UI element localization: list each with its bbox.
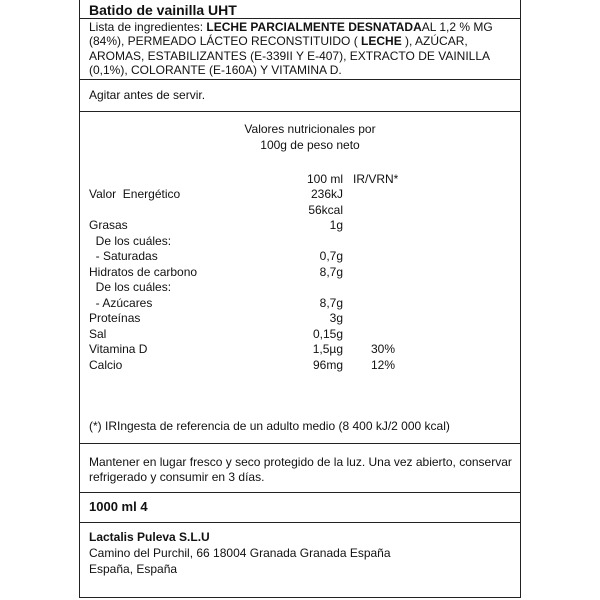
divider <box>79 18 521 19</box>
nutrient-label: Sal <box>89 326 107 341</box>
column-header-per-100: 100 ml <box>307 172 344 186</box>
nutrient-label: Proteínas <box>89 311 141 325</box>
nutrient-label: Grasas <box>89 218 128 232</box>
nutrient-ir-percent: 12% <box>371 357 396 372</box>
nutrient-value: 1g <box>329 218 343 232</box>
ingredients-part3: ), AZÚCAR, AROMAS, ESTABILIZANTES (E-339II Y E-407), EXTRACTO DE VAINILLA (0,1%), COLORANTE (E-160A) Y VITAMINA D. <box>89 34 490 78</box>
nutrient-value: 236kJ <box>310 187 343 201</box>
column-header-ir: IR/VRN* <box>353 172 399 186</box>
nutrient-ir-percent: 30% <box>371 342 396 356</box>
nutrient-value: 8,7g <box>319 295 343 310</box>
nutrition-heading-line2: 100g de peso neto <box>260 138 360 152</box>
divider <box>79 111 521 112</box>
allergen-leche-parcialmente: LECHE PARCIALMENTE DESNATADA <box>206 20 422 34</box>
nutrient-value: 3g <box>329 311 343 325</box>
instructions-text: Agitar antes de servir. <box>89 88 206 102</box>
nutrient-value: 0,7g <box>319 249 343 263</box>
divider <box>79 492 521 493</box>
product-title: Batido de vainilla UHT <box>89 2 237 18</box>
storage-line-1: Mantener en lugar fresco y seco protegido de la luz. Una vez abierto, conservar <box>89 455 512 469</box>
divider <box>79 443 521 444</box>
company-name: Lactalis Puleva S.L.U <box>89 530 210 544</box>
nutrient-label: De los cuáles: <box>89 233 172 248</box>
nutrient-value: 96mg <box>312 357 343 372</box>
ingredients-prefix: Lista de ingredientes: <box>89 20 207 34</box>
nutrient-label: Calcio <box>89 357 123 372</box>
divider <box>79 522 521 523</box>
nutrient-value: 1,5µg <box>312 342 343 356</box>
storage-line-2: refrigerado y consumir en 3 días. <box>89 470 265 484</box>
nutrient-label: De los cuáles: <box>89 280 172 294</box>
ir-footnote: (*) IRIngesta de referencia de un adulto medio (8 400 kJ/2 000 kcal) <box>89 419 450 433</box>
nutrient-label: Valor Energético <box>89 187 181 201</box>
nutrient-label: Vitamina D <box>89 342 148 356</box>
nutrient-value: 56kcal <box>308 202 343 217</box>
nutrition-heading-line1: Valores nutricionales por <box>244 122 376 136</box>
ingredients-text <box>89 20 517 78</box>
nutrient-label: - Azúcares <box>89 295 153 310</box>
allergen-leche: LECHE <box>361 34 402 49</box>
divider <box>79 79 521 80</box>
nutrient-value: 0,15g <box>312 326 343 341</box>
ingredients-part2: AL 1,2 % MG (84%), PERMEADO LÁCTEO RECONSTITUIDO ( <box>89 20 493 49</box>
company-address: Camino del Purchil, 66 18004 Granada Granada España <box>89 546 391 560</box>
company-country: España, España <box>89 562 178 576</box>
nutrient-label: Hidratos de carbono <box>89 264 198 279</box>
net-quantity: 1000 ml 4 <box>89 499 148 514</box>
nutrient-label: - Saturadas <box>89 249 158 263</box>
nutrient-value: 8,7g <box>319 264 343 279</box>
